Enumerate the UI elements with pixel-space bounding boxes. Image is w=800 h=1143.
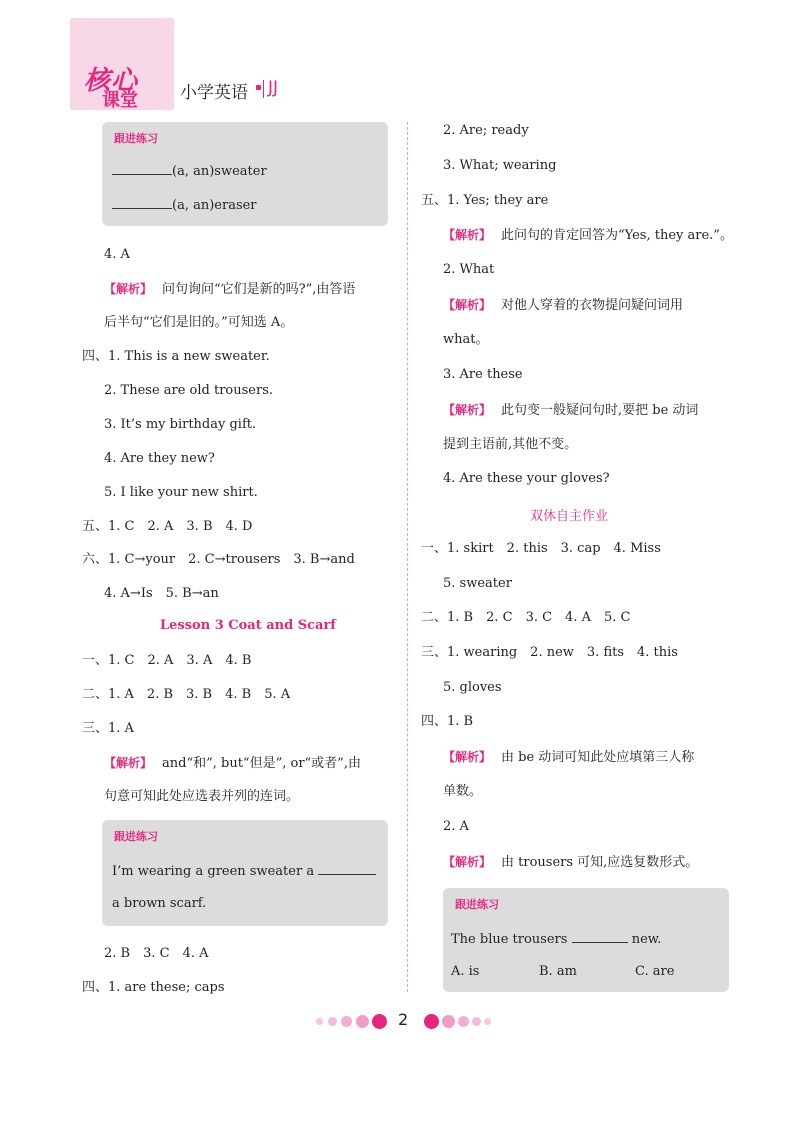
- practice-line: I’m wearing a green sweater a: [112, 862, 376, 879]
- answer-line: 2. These are old trousers.: [104, 383, 274, 398]
- analysis-line: 后半句“它们是旧的。”可知选 A。: [104, 315, 294, 330]
- answer-line: 3. What; wearing: [443, 158, 557, 173]
- dot-icon: [424, 1014, 439, 1029]
- answer-line: 一、1. skirt 2. this 3. cap 4. Miss: [421, 541, 661, 556]
- analysis-tag: 【解析】: [443, 855, 492, 869]
- practice-box: [102, 820, 388, 926]
- dot-icon: [442, 1015, 455, 1028]
- analysis-line: 句意可知此处应选表并列的连词。: [104, 789, 300, 804]
- analysis-line: 【解析】 问句询问“它们是新的吗?”,由答语: [104, 282, 356, 297]
- analysis-tag: 【解析】: [443, 298, 492, 312]
- practice-line: a brown scarf.: [112, 896, 207, 911]
- practice-line: The blue trousers new.: [451, 932, 662, 947]
- dot-icon: [472, 1017, 481, 1026]
- answer-line: 5. sweater: [443, 576, 512, 591]
- answer-line: 二、1. A 2. B 3. B 4. B 5. A: [82, 687, 291, 702]
- answer-line: 2. Are; ready: [443, 123, 529, 138]
- section-heading: 双休自主作业: [530, 509, 609, 524]
- header-separator: [263, 80, 264, 98]
- practice-box-title: 跟进练习: [114, 830, 158, 843]
- dot-icon: [316, 1018, 323, 1025]
- answer-blank: [318, 862, 376, 875]
- analysis-line: 【解析】 此句变一般疑问句时,要把 be 动词: [443, 403, 699, 418]
- answer-line: 4. Are these your gloves?: [443, 471, 610, 486]
- practice-line: (a, an)eraser: [112, 196, 257, 213]
- dot-icon: [341, 1016, 352, 1027]
- answer-line: 四、1. are these; caps: [82, 980, 225, 995]
- dot-icon: [458, 1016, 469, 1027]
- answer-line: 3. It’s my birthday gift.: [104, 417, 257, 432]
- logo-text-top: 核心: [84, 66, 139, 96]
- answer-line: 四、1. This is a new sweater.: [82, 349, 270, 364]
- analysis-line: 【解析】 and“和”, but“但是”, or“或者”,由: [104, 756, 361, 771]
- answer-line: 2. B 3. C 4. A: [104, 946, 209, 961]
- answer-line: 六、1. C→your 2. C→trousers 3. B→and: [82, 552, 355, 567]
- analysis-tag: 【解析】: [443, 750, 492, 764]
- column-divider: [407, 122, 408, 992]
- option-a: A. is: [451, 964, 480, 979]
- practice-box: [443, 888, 729, 992]
- option-b: B. am: [539, 964, 577, 979]
- answer-line: 二、1. B 2. C 3. C 4. A 5. C: [421, 610, 631, 625]
- answer-line: 5. gloves: [443, 680, 502, 695]
- subject-title: 小学英语: [180, 83, 248, 103]
- answer-line: 2. What: [443, 262, 495, 277]
- answer-line: 4. A→Is 5. B→an: [104, 586, 219, 601]
- answer-line: 2. A: [443, 819, 469, 834]
- dot-icon: [356, 1015, 369, 1028]
- answer-line: 三、1. wearing 2. new 3. fits 4. this: [421, 645, 678, 660]
- analysis-line: 提到主语前,其他不变。: [443, 437, 578, 452]
- answer-line: 3. Are these: [443, 367, 523, 382]
- answer-line: 4. A: [104, 247, 130, 262]
- page-number: 2: [398, 1010, 409, 1029]
- answer-blank: [112, 196, 172, 209]
- analysis-line: what。: [443, 332, 489, 347]
- option-c: C. are: [635, 964, 675, 979]
- answer-line: 5. I like your new shirt.: [104, 485, 258, 500]
- answer-blank: [112, 162, 172, 175]
- answer-line: 五、1. Yes; they are: [421, 193, 549, 208]
- edition-label: JJ: [268, 78, 279, 98]
- analysis-line: 【解析】 此问句的肯定回答为“Yes, they are.”。: [443, 228, 733, 243]
- header-dot-icon: [256, 85, 261, 90]
- practice-line: (a, an)sweater: [112, 162, 267, 179]
- logo: [70, 18, 174, 110]
- answer-line: 一、1. C 2. A 3. A 4. B: [82, 653, 252, 668]
- answer-line: 三、1. A: [82, 721, 134, 736]
- answer-line: 四、1. B: [421, 714, 474, 729]
- analysis-tag: 【解析】: [104, 282, 153, 296]
- answer-line: 五、1. C 2. A 3. B 4. D: [82, 519, 253, 534]
- practice-box-title: 跟进练习: [455, 898, 499, 911]
- analysis-tag: 【解析】: [443, 228, 492, 242]
- analysis-line: 单数。: [443, 784, 483, 799]
- dot-icon: [372, 1014, 387, 1029]
- logo-text-bottom: 课堂: [102, 90, 138, 111]
- analysis-tag: 【解析】: [104, 756, 153, 770]
- practice-box-title: 跟进练习: [114, 132, 158, 145]
- answer-blank: [572, 930, 628, 943]
- answer-line: 4. Are they new?: [104, 451, 215, 466]
- dot-icon: [484, 1018, 491, 1025]
- analysis-line: 【解析】 由 trousers 可知,应选复数形式。: [443, 855, 699, 870]
- analysis-line: 【解析】 对他人穿着的衣物提问疑问词用: [443, 298, 684, 313]
- practice-box: [102, 122, 388, 226]
- dot-icon: [328, 1017, 337, 1026]
- analysis-line: 【解析】 由 be 动词可知此处应填第三人称: [443, 750, 695, 765]
- analysis-tag: 【解析】: [443, 403, 492, 417]
- lesson-heading: Lesson 3 Coat and Scarf: [160, 618, 336, 633]
